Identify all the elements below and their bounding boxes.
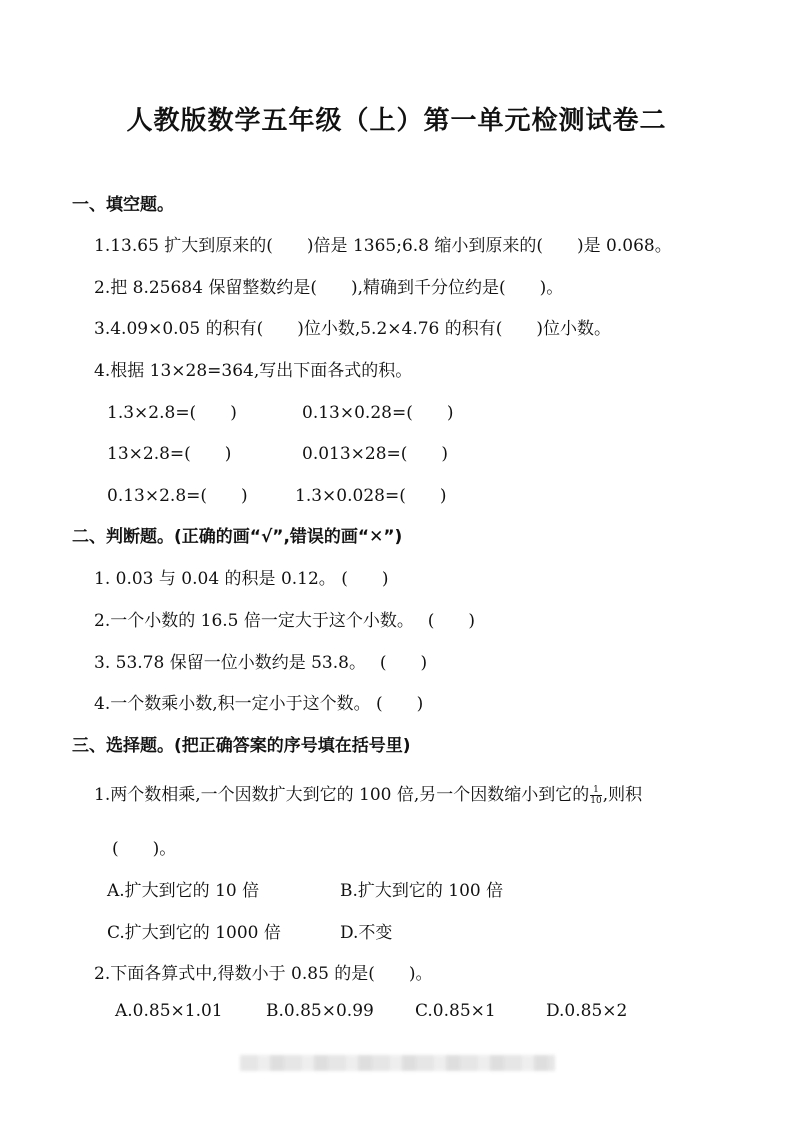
s3-q2-option-d: D.0.85×2 (546, 1001, 628, 1021)
s3-q1-option-d: D.不变 (340, 923, 393, 943)
s3-q1-option-a: A.扩大到它的 10 倍 (107, 881, 260, 901)
s3-q1-option-c: C.扩大到它的 1000 倍 (107, 923, 281, 943)
s2-question-1: 1. 0.03 与 0.04 的积是 0.12。 ( ) (94, 569, 389, 589)
s1-q4-item-5: 0.13×2.8=( ) (107, 486, 248, 506)
s3-question-2: 2.下面各算式中,得数小于 0.85 的是( )。 (94, 964, 433, 984)
s3-q1-text-end: ,则积 (602, 785, 643, 805)
s2-question-2: 2.一个小数的 16.5 倍一定大于这个小数。 ( ) (94, 611, 476, 631)
s1-q4-item-4: 0.013×28=( ) (302, 444, 449, 464)
section1-heading: 一、填空题。 (72, 195, 174, 215)
blurred-watermark (240, 1055, 555, 1071)
s1-question-1: 1.13.65 扩大到原来的( )倍是 1365;6.8 缩小到原来的( )是 0.068。 (94, 236, 672, 256)
s1-question-3: 3.4.09×0.05 的积有( )位小数,5.2×4.76 的积有( )位小数。 (94, 319, 612, 339)
s1-q4-item-2: 0.13×0.28=( ) (302, 403, 454, 423)
s3-q2-option-b: B.0.85×0.99 (266, 1001, 374, 1021)
fraction-one-tenth (590, 785, 601, 806)
s1-question-4: 4.根据 13×28=364,写出下面各式的积。 (94, 361, 413, 381)
section2-heading: 二、判断题。(正确的画“√”,错误的画“✕”) (72, 527, 403, 547)
s3-q2-option-c: C.0.85×1 (415, 1001, 496, 1021)
s1-q4-item-6: 1.3×0.028=( ) (295, 486, 447, 506)
s1-q4-item-1: 1.3×2.8=( ) (107, 403, 237, 423)
s3-q2-option-a: A.0.85×1.01 (115, 1001, 223, 1021)
s3-question-1 (94, 780, 642, 806)
page-title: 人教版数学五年级（上）第一单元检测试卷二 (126, 106, 667, 136)
fraction-denominator: 10 (590, 796, 602, 806)
s2-question-3: 3. 53.78 保留一位小数约是 53.8。 ( ) (94, 653, 428, 673)
s2-question-4: 4.一个数乘小数,积一定小于这个数。 ( ) (94, 694, 424, 714)
s3-q1-answer-blank: ( )。 (112, 839, 177, 859)
fraction-numerator: 1 (590, 785, 601, 796)
section3-heading: 三、选择题。(把正确答案的序号填在括号里) (72, 736, 411, 756)
s1-question-2: 2.把 8.25684 保留整数约是( ),精确到千分位约是( )。 (94, 278, 564, 298)
s1-q4-item-3: 13×2.8=( ) (107, 444, 232, 464)
s3-q1-option-b: B.扩大到它的 100 倍 (340, 881, 504, 901)
s3-q1-text: 1.两个数相乘,一个因数扩大到它的 100 倍,另一个因数缩小到它的 (94, 785, 590, 805)
